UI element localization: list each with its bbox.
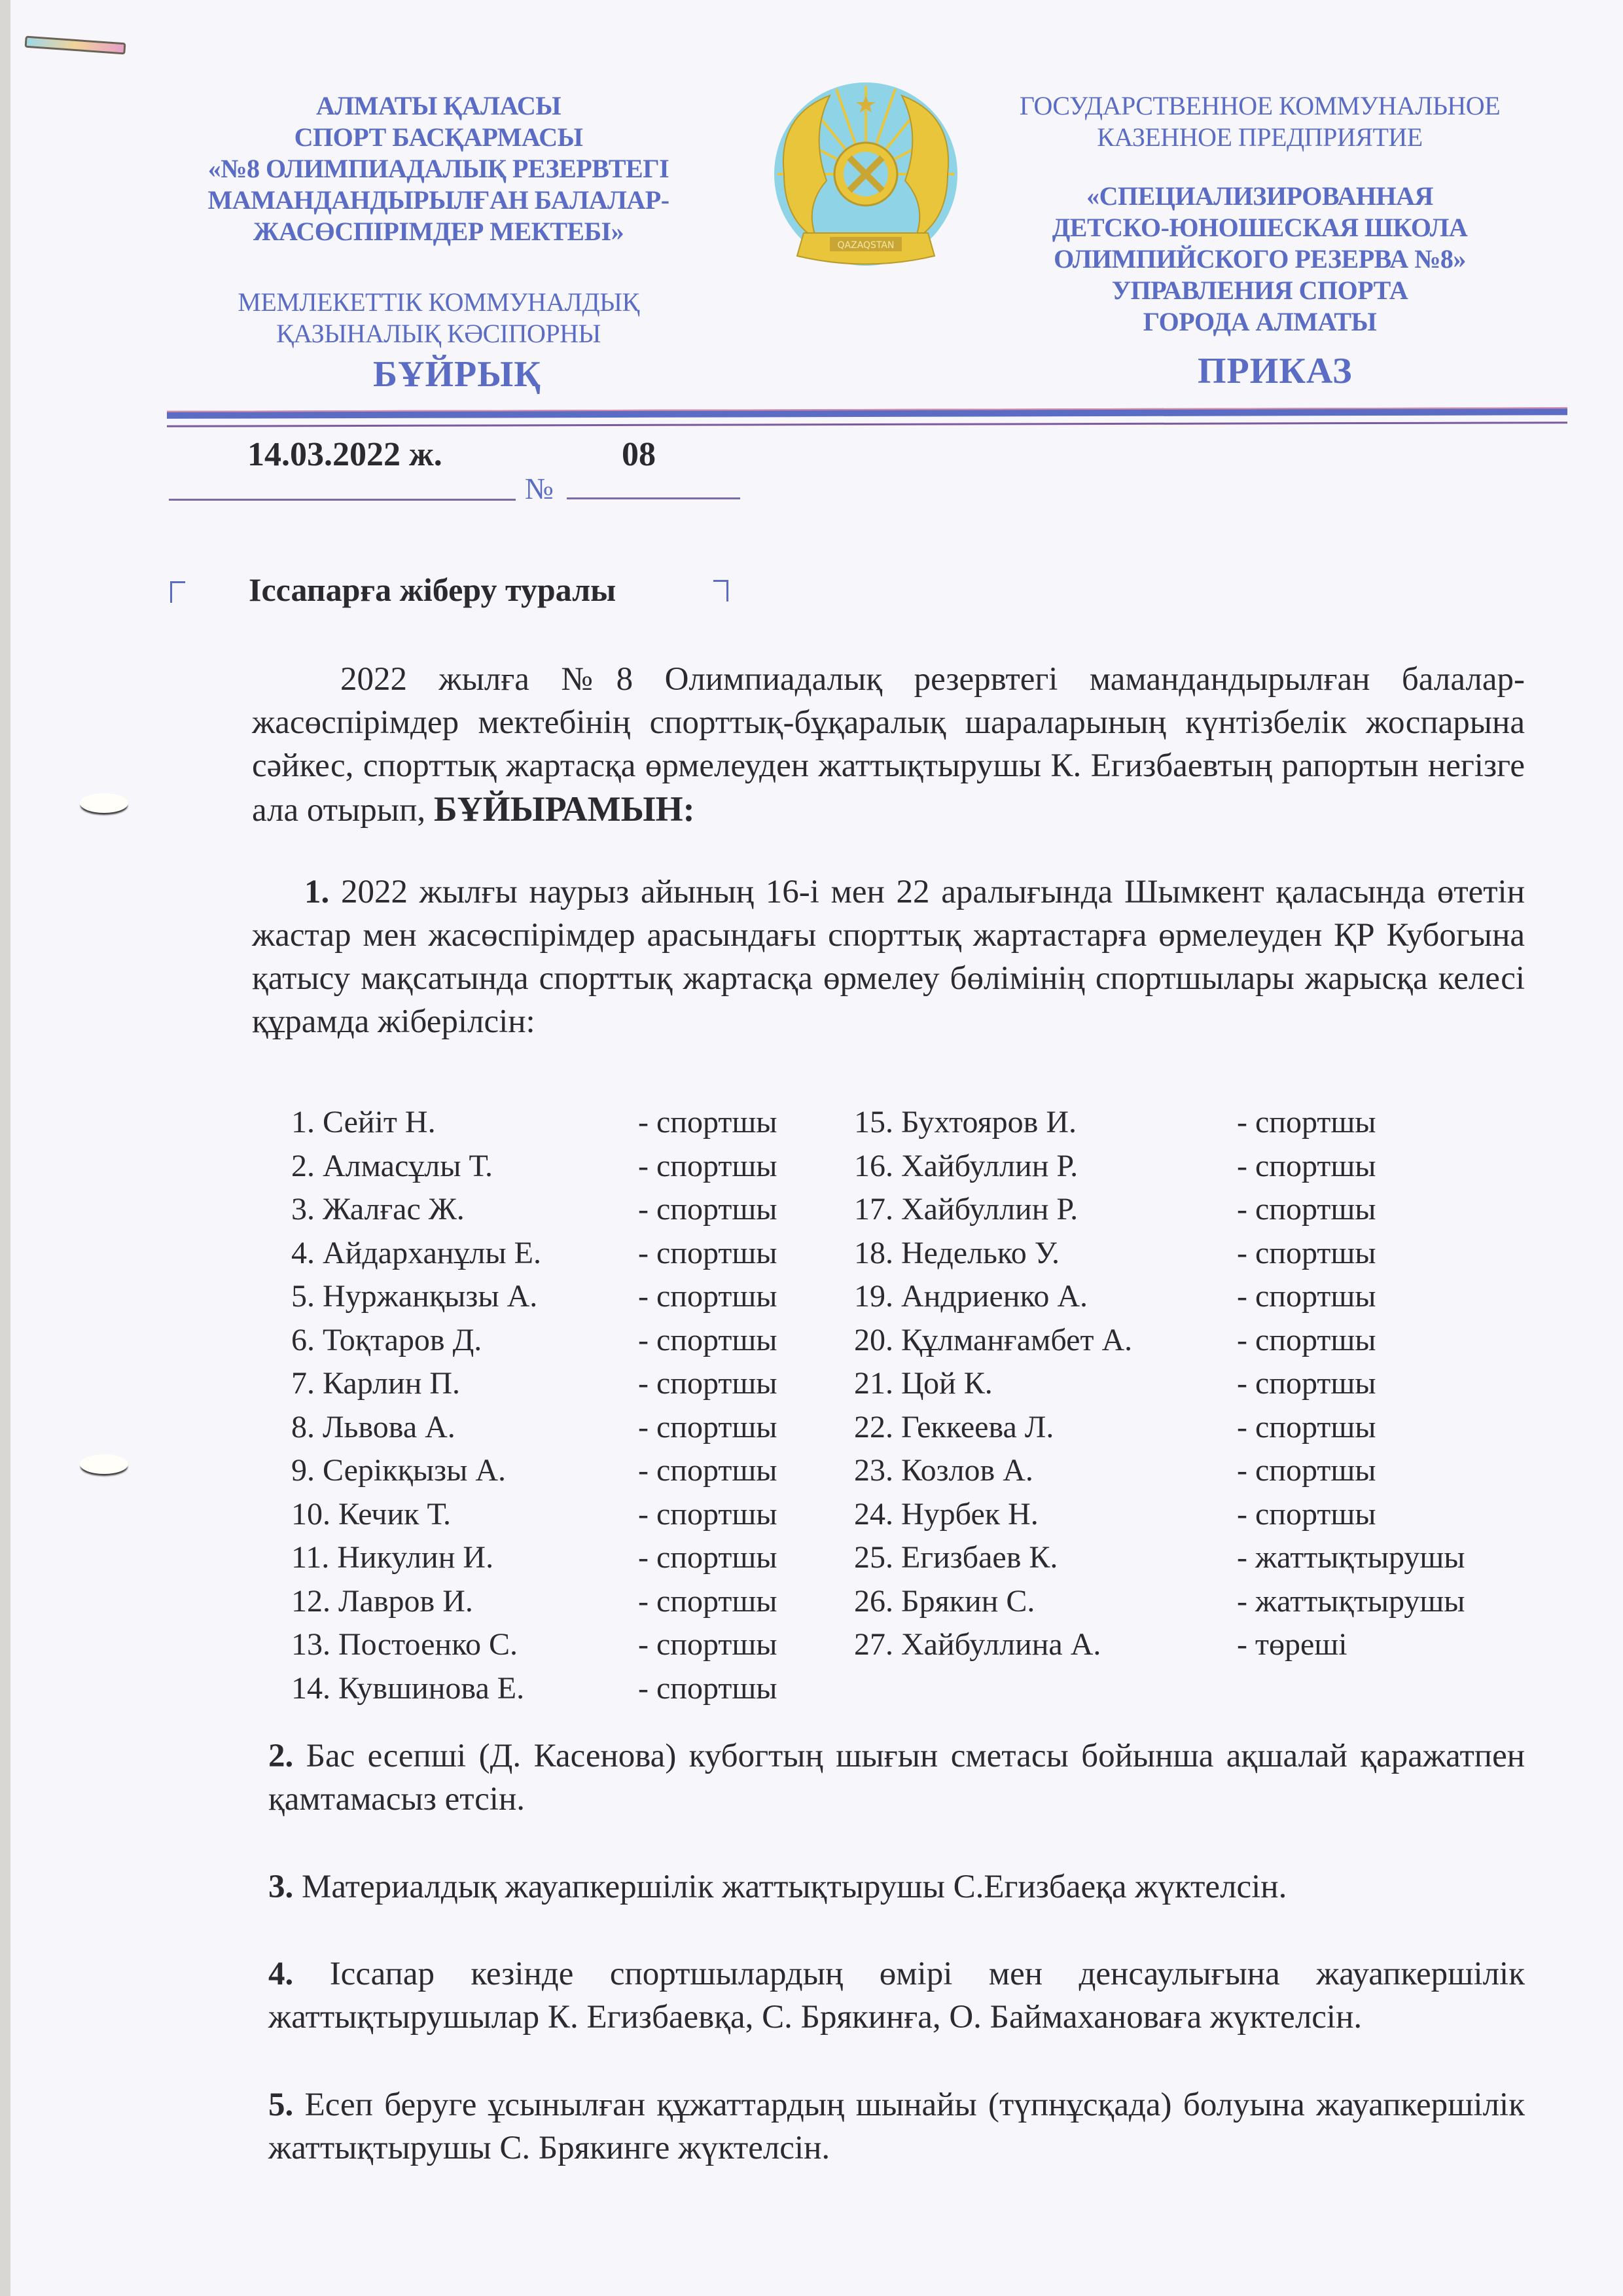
doc-title-kz: БҰЙРЫҚ [373,354,541,395]
roster-row: 15. Бухтояров И. - спортшы [854,1105,1376,1139]
command-word: БҰЙЫРАМЫН: [433,789,695,829]
roster-row: 22. Геккеева Л. - спортшы [854,1409,1376,1444]
punch-hole-bottom [80,1454,128,1474]
org-line: ДЕТСКО-ЮНОШЕСКАЯ ШКОЛА [1052,213,1468,242]
roster-row: 5. Нуржанқызы А. - спортшы [291,1279,777,1314]
org-line: ГОРОДА АЛМАТЫ [1143,307,1377,336]
roster-row: 1. Сейіт Н. - спортшы [291,1105,777,1139]
roster-row: 8. Львова А. - спортшы [291,1409,777,1444]
order-date: 14.03.2022 ж. [247,436,442,473]
subject-bracket-right [713,580,728,601]
item-text: Бас есепші (Д. Касенова) кубогтың шығын сметасы бойынша ақшалай қаражатпен қамтамасыз етсін. [268,1738,1525,1818]
item-number: 1. [304,874,330,910]
item-number: 4. [268,1956,294,1992]
org-line: МАМАНДАНДЫРЫЛҒАН БАЛАЛАР- [207,185,669,215]
roster-row: 17. Хайбуллин Р. - спортшы [854,1192,1376,1227]
roster-row: 20. Құлманғамбет А. - спортшы [854,1322,1376,1357]
number-sign: № [525,472,554,505]
header-left-kz [183,90,694,350]
roster-row: 24. Нурбек Н. - спортшы [854,1496,1376,1532]
doc-title-ru: ПРИКАЗ [1198,351,1353,391]
subject-bracket-left [170,581,185,603]
item-number: 3. [268,1869,294,1905]
order-item-3 [268,1865,1525,1909]
item-number: 2. [268,1738,294,1774]
item-text: Есеп беруге ұсынылған құжаттардың шынайы (түпнұсқада) болуына жауапкершілік жаттықтырушы С. Брякинге жүктелсін. [268,2087,1525,2166]
svg-text:QAZAQSTAN: QAZAQSTAN [837,240,895,251]
org-line: ЖАСӨСПІРІМДЕР МЕКТЕБІ» [253,217,624,246]
header-rule-thin [167,422,1567,427]
header-rule-thick [167,407,1567,419]
number-underline [567,497,740,499]
org-line: СПОРТ БАСҚАРМАСЫ [294,122,583,152]
roster-row: 26. Брякин С. - жаттықтырушы [854,1583,1465,1619]
order-subject: Іссапарға жіберу туралы [249,571,616,608]
roster-right-column [854,1101,1465,1667]
header-right-ru [988,90,1531,338]
item-text: Іссапар кезінде спортшылардың өмірі мен денсаулығына жауапкершілік жаттықтырушылар К. Егизбаевқа, С. Брякинға, О. Баймахановаға жүктелсін. [268,1956,1525,2036]
item-number: 5. [268,2087,294,2123]
punch-hole-top [80,793,128,813]
roster-row: 14. Кувшинова Е. - спортшы [291,1670,777,1706]
order-number: 08 [622,436,656,473]
item-text: Материалдық жауапкершілік жаттықтырушы С.Егизбаеқа жүктелсін. [302,1869,1287,1905]
item-text: 2022 жылғы наурыз айының 16-і мен 22 аралығында Шымкент қаласында өтетін жастар мен жасөспірімдер арасындағы спорттық жартастарға өрмелеуден ҚР Кубогына қатысу мақсатында спорттық жартасқа өрмелеу бөлімінің спортшылары жарысқа келесі құрамда жіберілсін: [252,874,1525,1040]
roster-row: 4. Айдарханұлы Е. - спортшы [291,1235,777,1270]
roster-row: 3. Жалғас Ж. - спортшы [291,1192,777,1227]
roster-row: 10. Кечик Т. - спортшы [291,1496,777,1532]
roster-row: 23. Козлов А. - спортшы [854,1453,1376,1488]
roster-row: 13. Постоенко С. - спортшы [291,1627,777,1662]
org-type-line: КАЗЕННОЕ ПРЕДПРИЯТИЕ [1097,122,1423,152]
preamble-text: 2022 жылға №8 Олимпиадалық резервтегі мамандандырылған балалар-жасөспірімдер мектебінің спорттық-бұқаралық шараларының күнтізбелік жоспарына сәйкес, спорттық жартасқа өрмелеуден жаттықтырушы К. Егизбаевтың рапортын негізге ала отырып, [252,661,1525,829]
org-line: «№8 ОЛИМПИАДАЛЫҚ РЕЗЕРВТЕГІ [207,154,669,183]
org-type-line: ҚАЗЫНАЛЫҚ КӘСІПОРНЫ [276,319,601,348]
preamble [252,658,1525,832]
roster-row: 25. Егизбаев К. - жаттықтырушы [854,1540,1465,1575]
roster-row: 21. Цой К. - спортшы [854,1366,1376,1401]
kazakhstan-emblem-icon [764,76,967,279]
order-item-1 [252,870,1525,1043]
org-type-line: ГОСУДАРСТВЕННОЕ КОММУНАЛЬНОЕ [1019,91,1501,120]
org-line: АЛМАТЫ ҚАЛАСЫ [315,91,562,120]
org-line: «СПЕЦИАЛИЗИРОВАННАЯ [1086,181,1433,211]
roster-row: 19. Андриенко А. - спортшы [854,1279,1376,1314]
roster-row: 7. Карлин П. - спортшы [291,1366,777,1401]
order-item-4 [268,1952,1525,2039]
roster-row: 16. Хайбуллин Р. - спортшы [854,1148,1376,1183]
roster-row: 2. Алмасұлы Т. - спортшы [291,1148,777,1183]
staple-mark [25,36,126,55]
org-type-line: МЕМЛЕКЕТТІК КОММУНАЛДЫҚ [238,287,639,317]
roster-row: 6. Тоқтаров Д. - спортшы [291,1322,777,1357]
roster-row: 18. Неделько У. - спортшы [854,1235,1376,1270]
scan-edge [0,0,10,2296]
org-line: УПРАВЛЕНИЯ СПОРТА [1111,276,1408,305]
order-item-2 [268,1734,1525,1821]
order-item-5 [268,2083,1525,2170]
roster-row: 12. Лавров И. - спортшы [291,1583,777,1619]
roster-left-column [291,1101,777,1710]
org-line: ОЛИМПИЙСКОГО РЕЗЕРВА №8» [1054,244,1466,274]
roster-row: 11. Никулин И. - спортшы [291,1540,777,1575]
roster-row: 27. Хайбуллина А. - төреші [854,1627,1347,1662]
roster-row: 9. Серікқызы А. - спортшы [291,1453,777,1488]
date-underline [169,499,516,501]
